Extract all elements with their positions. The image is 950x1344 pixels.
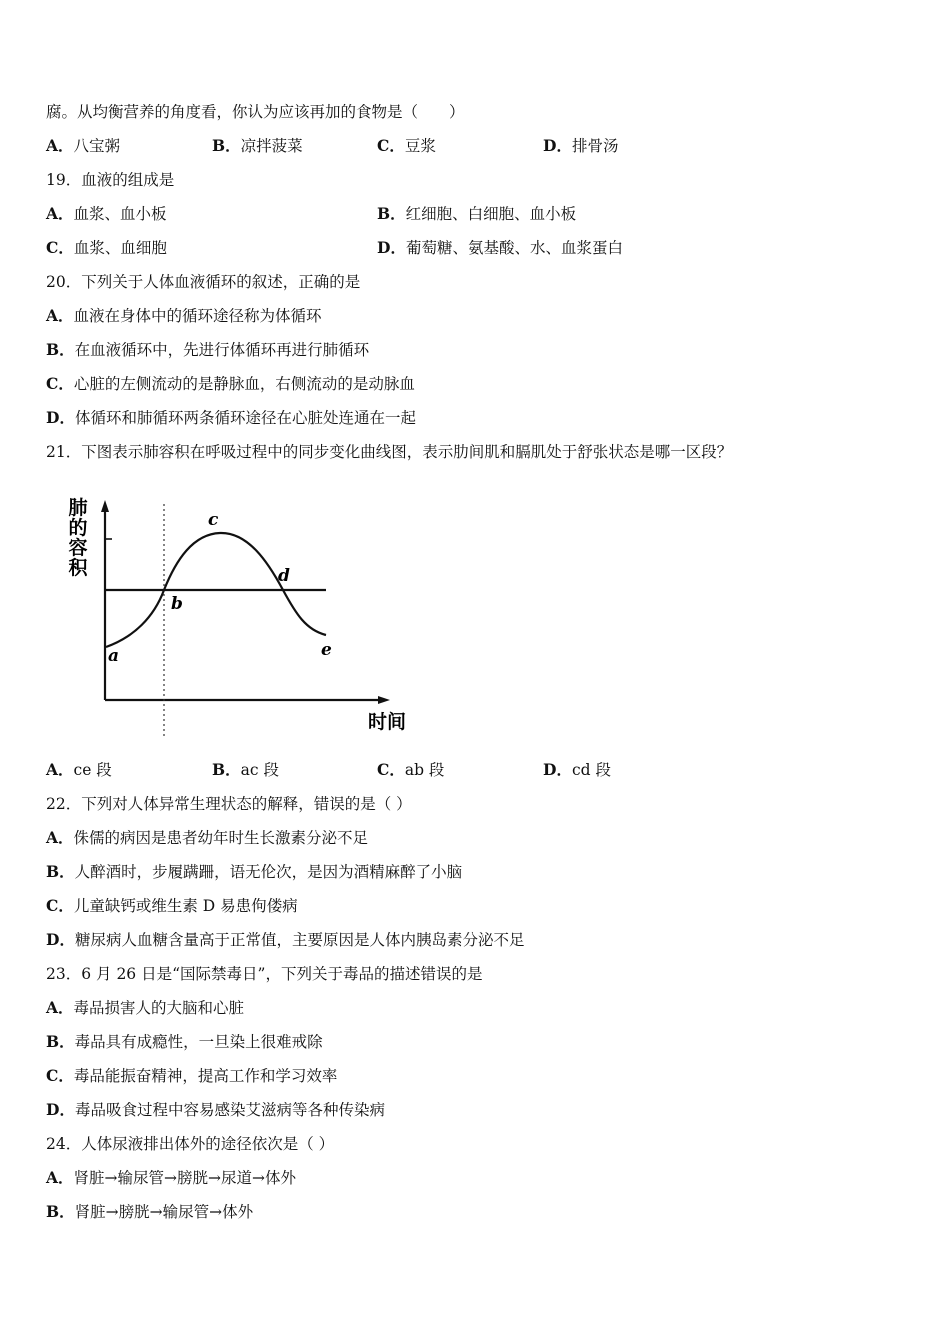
y-axis-label	[68, 496, 88, 579]
q22-option-b[interactable]: B．人醉酒时，步履蹒跚，语无伦次，是因为酒精麻醉了小脑	[46, 862, 463, 881]
lung-volume-chart	[58, 492, 428, 750]
point-label-c: c	[208, 510, 219, 530]
question-18-stem-tail: 腐。从均衡营养的角度看，你认为应该再加的食物是（ ）	[46, 103, 465, 121]
q24-option-b[interactable]: B．肾脏→膀胱→输尿管→体外	[46, 1202, 254, 1221]
question-19-stem: 19．血液的组成是	[46, 171, 175, 189]
y-axis-label-char: 的	[68, 517, 88, 539]
y-axis-label-char: 容	[68, 537, 88, 559]
q18-option-c[interactable]: C．豆浆	[377, 136, 436, 155]
q18-option-b[interactable]: B．凉拌菠菜	[212, 136, 303, 155]
q21-option-c[interactable]: C．ab 段	[377, 760, 445, 779]
q24-option-a[interactable]: A．肾脏→输尿管→膀胱→尿道→体外	[46, 1168, 296, 1187]
question-20-stem: 20．下列关于人体血液循环的叙述，正确的是	[46, 273, 361, 291]
x-axis-arrow	[378, 696, 390, 704]
q19-option-d[interactable]: D．葡萄糖、氨基酸、水、血浆蛋白	[377, 238, 623, 257]
q20-option-a[interactable]: A．血液在身体中的循环途径称为体循环	[46, 306, 322, 325]
question-23-stem: 23．6 月 26 日是“国际禁毒日”，下列关于毒品的描述错误的是	[46, 965, 483, 983]
q20-option-c[interactable]: C．心脏的左侧流动的是静脉血，右侧流动的是动脉血	[46, 374, 415, 393]
point-label-e: e	[321, 640, 332, 660]
q21-option-a[interactable]: A．ce 段	[46, 760, 112, 779]
y-axis-label-char: 积	[68, 557, 88, 579]
q18-option-a[interactable]: A．八宝粥	[46, 136, 121, 155]
q23-option-d[interactable]: D．毒品吸食过程中容易感染艾滋病等各种传染病	[46, 1100, 385, 1119]
q22-option-a[interactable]: A．侏儒的病因是患者幼年时生长激素分泌不足	[46, 828, 369, 847]
q19-option-c[interactable]: C．血浆、血细胞	[46, 238, 167, 257]
point-label-b: b	[171, 594, 183, 614]
y-axis-arrow	[101, 500, 109, 512]
question-24-stem: 24．人体尿液排出体外的途径依次是（ ）	[46, 1135, 335, 1153]
q22-option-c[interactable]: C．儿童缺钙或维生素 D 易患佝偻病	[46, 896, 298, 915]
q23-option-b[interactable]: B．毒品具有成瘾性，一旦染上很难戒除	[46, 1032, 323, 1051]
q23-option-a[interactable]: A．毒品损害人的大脑和心脏	[46, 998, 245, 1017]
q23-option-c[interactable]: C．毒品能振奋精神，提高工作和学习效率	[46, 1066, 338, 1085]
q19-option-b[interactable]: B．红细胞、白细胞、血小板	[377, 204, 577, 223]
q20-option-b[interactable]: B．在血液循环中，先进行体循环再进行肺循环	[46, 340, 370, 359]
y-axis-label-char: 肺	[68, 497, 88, 519]
q18-option-d[interactable]: D．排骨汤	[543, 136, 619, 155]
q21-option-b[interactable]: B．ac 段	[212, 760, 279, 779]
point-label-a: a	[108, 646, 120, 666]
question-21-stem: 21．下图表示肺容积在呼吸过程中的同步变化曲线图，表示肋间肌和膈肌处于舒张状态是哪一区段？	[46, 443, 733, 461]
question-22-stem: 22．下列对人体异常生理状态的解释，错误的是（ ）	[46, 795, 412, 813]
q21-option-d[interactable]: D．cd 段	[543, 760, 611, 779]
x-axis-label: 时间	[368, 711, 407, 733]
point-label-d: d	[278, 566, 290, 586]
q19-option-a[interactable]: A．血浆、血小板	[46, 204, 167, 223]
q20-option-d[interactable]: D．体循环和肺循环两条循环途径在心脏处连通在一起	[46, 408, 416, 427]
q22-option-d[interactable]: D．糖尿病人血糖含量高于正常值，主要原因是人体内胰岛素分泌不足	[46, 930, 525, 949]
